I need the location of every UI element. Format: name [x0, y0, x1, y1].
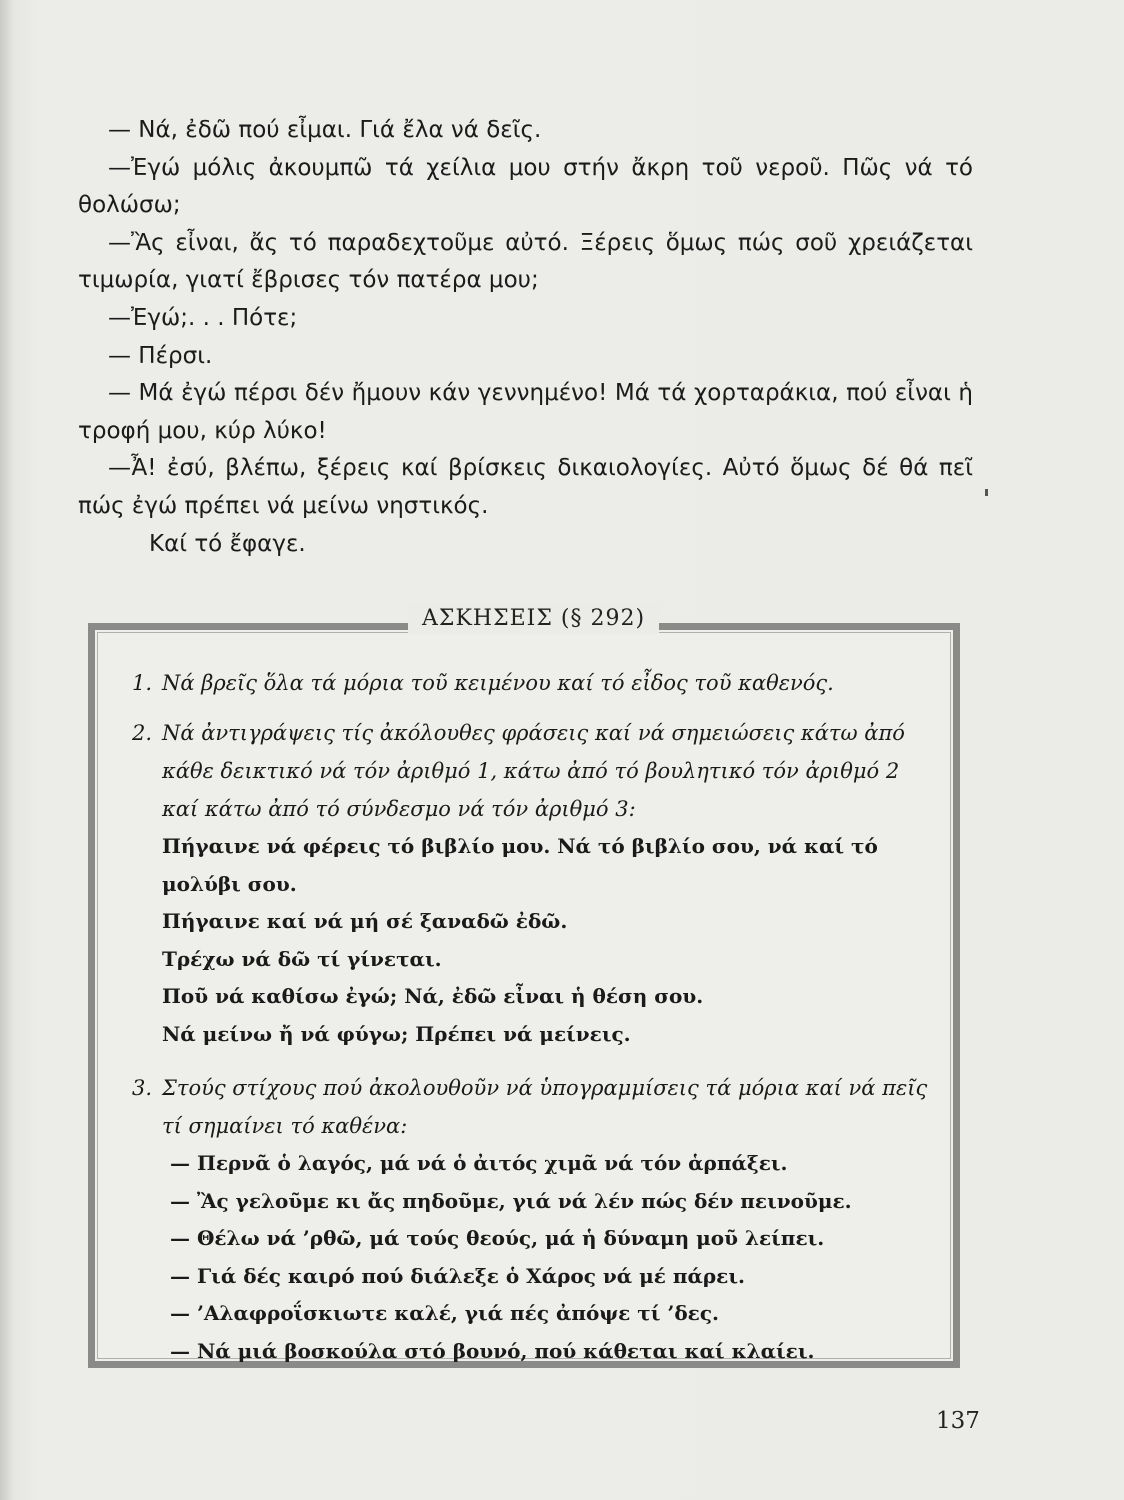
exercise-phrases	[162, 828, 942, 1053]
exercise-phrase: Τρέχω νά δῶ τί γίνεται.	[162, 946, 442, 971]
page-number: 137	[936, 1408, 980, 1434]
print-mark	[985, 489, 988, 496]
exercise-number: 2.	[131, 721, 152, 745]
exercise-verse: — Γιά δές καιρό πού διάλεξε ὁ Χάρος νά μέ πάρει.	[170, 1263, 745, 1288]
exercise-instruction: Νά ἀντιγράψεις τίς ἀκόλουθες φράσεις καί νά σημειώσεις κάτω ἀπό κάθε δεικτικό νά τόν ἀριθμό 1, κάτω ἀπό τό βουλητικό τόν ἀριθμό 2 καί κάτω ἀπό τό σύνδεσμο νά τόν ἀριθμό 3:	[162, 721, 905, 821]
dialogue-line: —Ἐγώ μόλις ἀκουμπῶ τά χείλια μου στήν ἄκρη τοῦ νεροῦ. Πῶς νά τό θολώσω;	[78, 154, 973, 219]
exercise-verse: — Περνᾶ ὁ λαγός, μά νά ὁ ἀιτός χιμᾶ νά τόν ἁρπάξει.	[170, 1151, 788, 1175]
exercise-item	[118, 1069, 942, 1370]
exercise-phrase: Πήγαινε νά φέρεις τό βιβλίο μου. Νά τό βιβλίο σου, νά καί τό μολύβι σου.	[162, 834, 878, 896]
dialogue-line: —Ἂς εἶναι, ἄς τό παραδεχτοῦμε αὐτό. Ξέρεις ὅμως πώς σοῦ χρειάζεται τιμωρία, γιατί ἔβρισες τόν πατέρα μου;	[78, 229, 973, 294]
exercise-phrase: Ποῦ νά καθίσω ἐγώ; Νά, ἐδῶ εἶναι ἡ θέση σου.	[162, 984, 704, 1008]
spacer	[118, 702, 942, 714]
dialogue-line: — Πέρσι.	[108, 342, 213, 369]
exercise-instruction: Στούς στίχους πού ἀκολουθοῦν νά ὑπογραμμίσεις τά μόρια καί νά πεῖς τί σημαίνει τό καθένα:	[162, 1076, 928, 1138]
exercise-verse: — ’Αλαφροΐσκιωτε καλέ, γιά πές ἀπόψε τί ’δες.	[170, 1301, 719, 1325]
exercise-verses	[162, 1145, 942, 1370]
dialogue-text	[78, 112, 973, 563]
dialogue-line: Καί τό ἔφαγε.	[149, 530, 306, 557]
dialogue-line: — Νά, ἐδῶ πού εἶμαι. Γιά ἔλα νά δεῖς.	[108, 117, 542, 143]
spacer	[118, 1053, 942, 1069]
exercise-item	[118, 714, 942, 1053]
exercise-verse: — Θέλω νά ’ρθῶ, μά τούς θεούς, μά ἡ δύναμη μοῦ λείπει.	[170, 1226, 825, 1250]
dialogue-line: —Ἆ! ἐσύ, βλέπω, ξέρεις καί βρίσκεις δικαιολογίες. Αὐτό ὅμως δέ θά πεῖ πώς ἐγώ πρέπει νά μείνω νηστικός.	[78, 455, 973, 519]
dialogue-line: —Ἐγώ;. . . Πότε;	[108, 304, 298, 331]
exercise-number: 3.	[131, 1076, 152, 1100]
dialogue-line: — Μά ἐγώ πέρσι δέν ἤμουν κάν γεννημένο! Μά τά χορταράκια, πού εἶναι ἡ τροφή μου, κύρ λύκο!	[78, 380, 973, 444]
exercise-number: 1.	[131, 671, 152, 695]
exercise-instruction: Νά βρεῖς ὅλα τά μόρια τοῦ κειμένου καί τό εἶδος τοῦ καθενός.	[162, 671, 834, 695]
exercise-item	[118, 664, 942, 702]
exercise-phrase: Νά μείνω ἤ νά φύγω; Πρέπει νά μείνεις.	[162, 1021, 631, 1046]
exercise-verse: — Νά μιά βοσκούλα στό βουνό, πού κάθεται καί κλαίει.	[170, 1338, 815, 1363]
exercises-list	[118, 664, 942, 1370]
exercise-verse: — Ἂς γελοῦμε κι ἄς πηδοῦμε, γιά νά λέν πώς δέν πεινοῦμε.	[170, 1188, 852, 1213]
exercises-heading: ΑΣΚΗΣΕΙΣ (§ 292)	[408, 604, 659, 634]
exercise-phrase: Πήγαινε καί νά μή σέ ξαναδῶ ἐδῶ.	[162, 909, 568, 933]
